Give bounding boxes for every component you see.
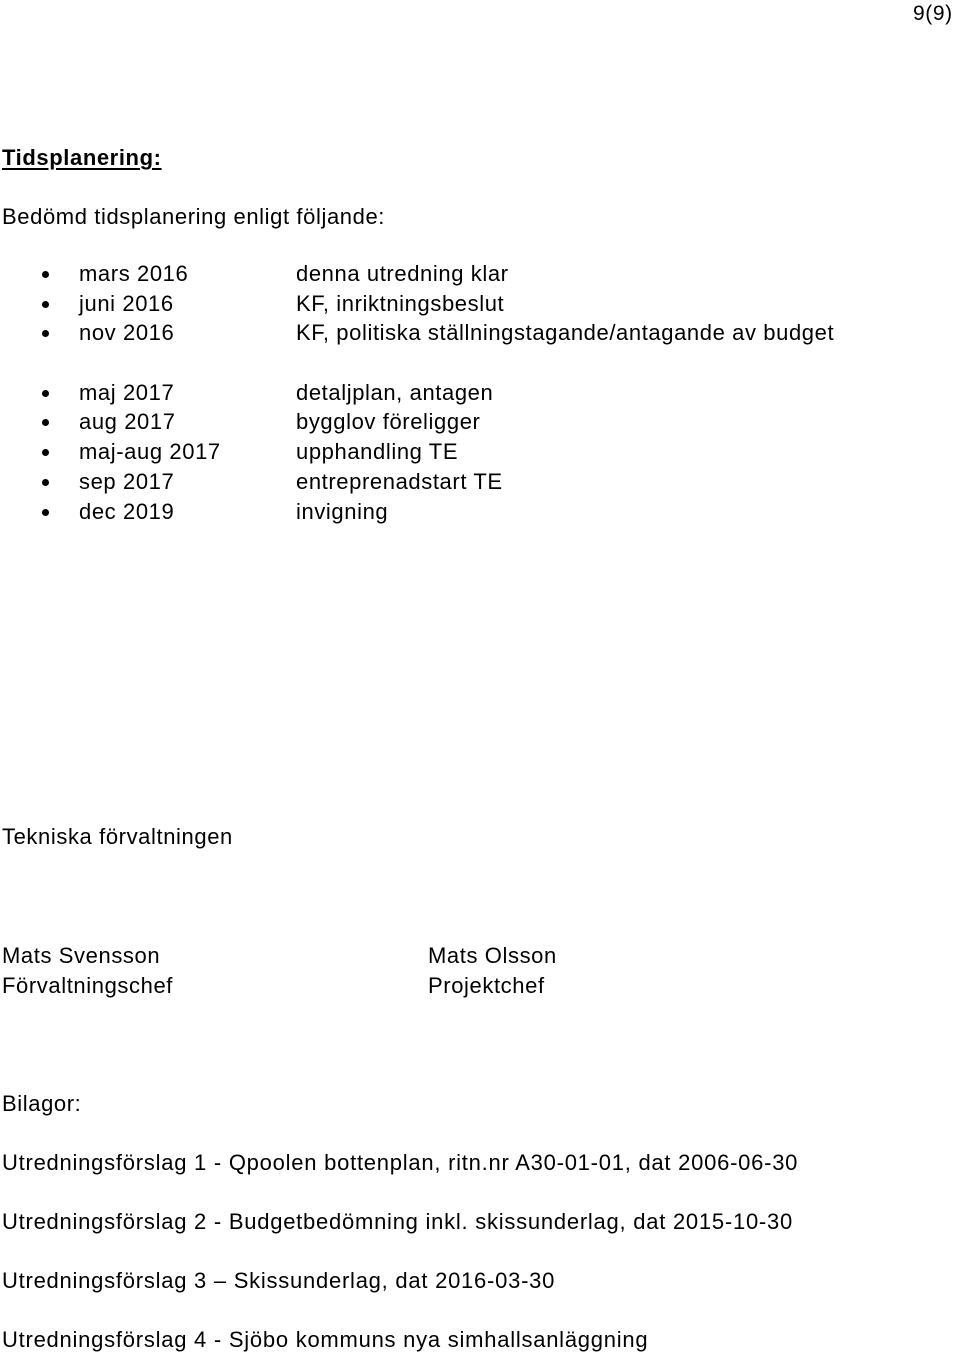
attachment-item: Utredningsförslag 4 - Sjöbo kommuns nya simhallsanläggning (2, 1327, 649, 1352)
attachment-item: Utredningsförslag 3 – Skissunderlag, dat 2016-03-30 (2, 1268, 556, 1293)
schedule-date: dec 2019 (79, 498, 175, 524)
schedule-activity: entreprenadstart TE (296, 468, 503, 494)
bullet-icon (42, 509, 49, 516)
schedule-activity: denna utredning klar (296, 261, 509, 286)
schedule-item (0, 498, 960, 531)
signatory-name: Mats Svensson (2, 943, 161, 968)
schedule-activity: KF, inriktningsbeslut (296, 290, 505, 316)
department-name: Tekniska förvaltningen (2, 824, 233, 849)
schedule-date: maj 2017 (79, 379, 175, 405)
bullet-icon (42, 330, 49, 337)
attachment-item: Utredningsförslag 2 - Budgetbedömning inkl. skissunderlag, dat 2015-10-30 (2, 1209, 793, 1234)
schedule-date: mars 2016 (79, 261, 189, 286)
signatory-title: Projektchef (428, 973, 545, 998)
signatory-title: Förvaltningschef (2, 973, 174, 998)
attachments-label: Bilagor: (2, 1091, 82, 1116)
page-number: 9(9) (913, 2, 953, 25)
intro-text: Bedömd tidsplanering enligt följande: (2, 204, 385, 229)
bullet-icon (42, 419, 49, 426)
bullet-icon (42, 271, 49, 278)
bullet-icon (42, 301, 49, 308)
schedule-date: sep 2017 (79, 468, 175, 494)
schedule-item (0, 322, 960, 381)
schedule-activity: bygglov föreligger (296, 409, 481, 435)
schedule-list (0, 263, 960, 530)
schedule-activity: invigning (296, 498, 389, 524)
section-heading: Tidsplanering: (2, 145, 162, 170)
schedule-date: nov 2016 (79, 320, 175, 346)
schedule-activity: detaljplan, antagen (296, 379, 494, 405)
schedule-activity: upphandling TE (296, 439, 459, 465)
bullet-icon (42, 479, 49, 486)
bullet-icon (42, 390, 49, 397)
schedule-date: maj-aug 2017 (79, 439, 221, 465)
attachment-item: Utredningsförslag 1 - Qpoolen bottenplan, ritn.nr A30-01-01, dat 2006-06-30 (2, 1150, 799, 1175)
signatory-name: Mats Olsson (428, 943, 557, 968)
schedule-date: aug 2017 (79, 409, 176, 435)
schedule-activity: KF, politiska ställningstagande/antagande av budget (296, 320, 835, 346)
bullet-icon (42, 449, 49, 456)
schedule-date: juni 2016 (79, 290, 174, 316)
